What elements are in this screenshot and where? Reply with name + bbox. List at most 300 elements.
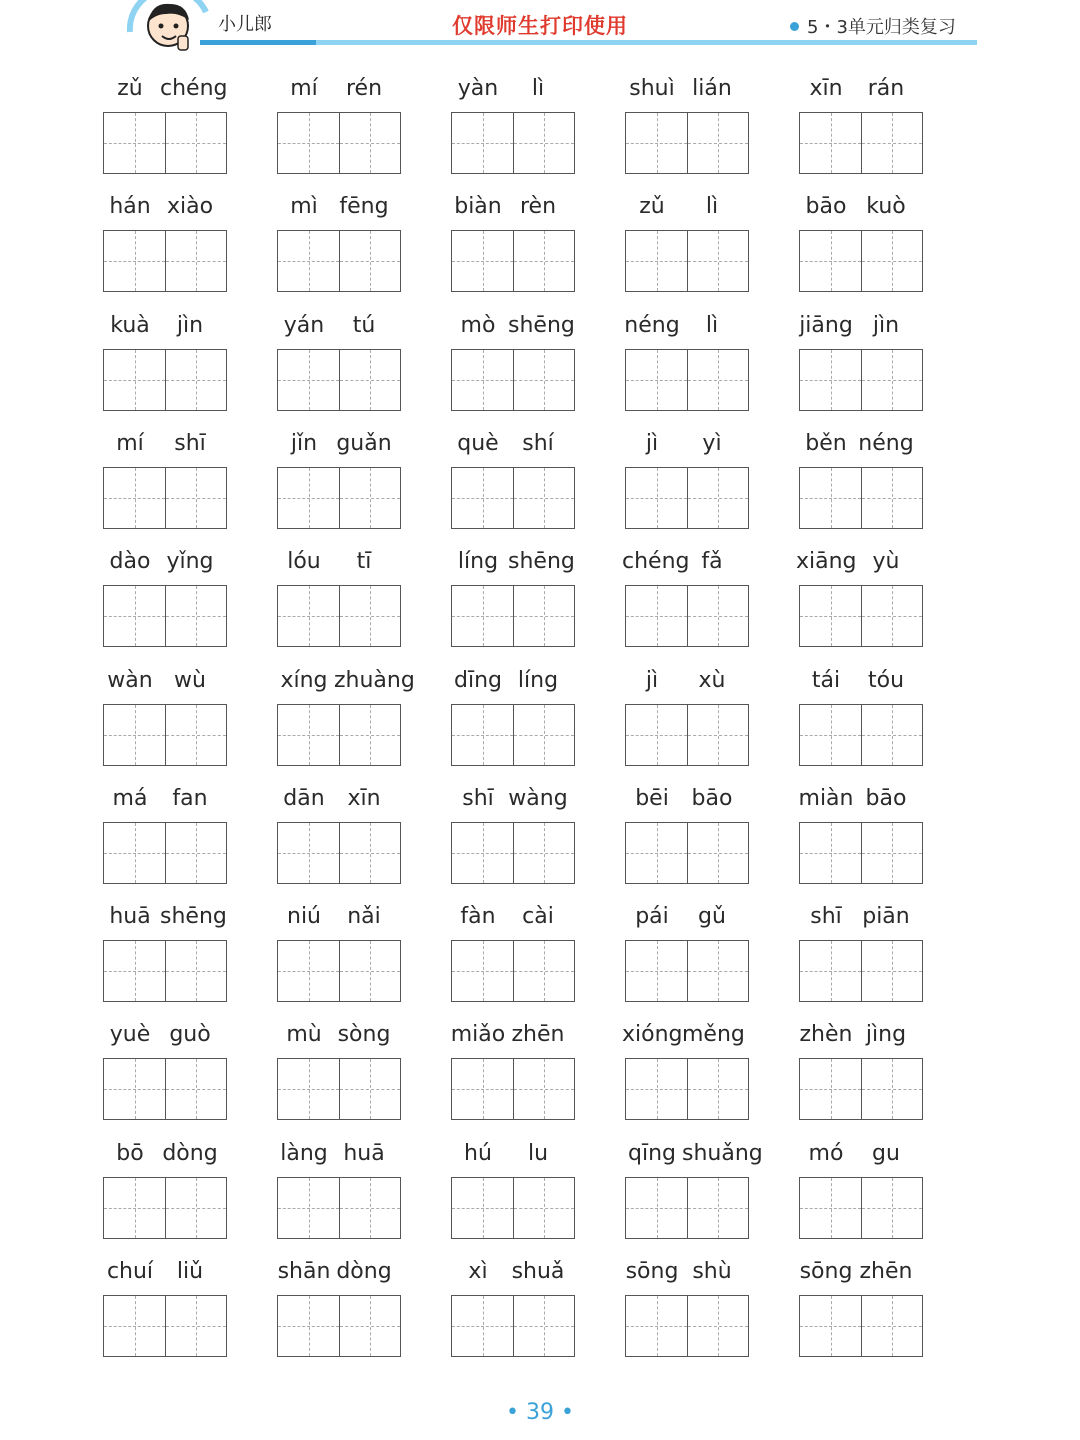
writing-box[interactable] — [861, 231, 922, 291]
tianzige-boxes — [277, 1295, 401, 1357]
pinyin-syllable: cài — [522, 904, 554, 930]
writing-box[interactable] — [687, 1296, 748, 1356]
tianzige-boxes — [625, 1177, 749, 1239]
tianzige-boxes — [103, 585, 227, 647]
exercise-item — [90, 786, 230, 886]
writing-box[interactable] — [800, 1059, 861, 1119]
writing-box[interactable] — [626, 468, 687, 528]
writing-box[interactable] — [339, 350, 400, 410]
guide-line-vertical — [309, 231, 310, 291]
exercise-item — [612, 1140, 763, 1241]
writing-box[interactable] — [513, 113, 574, 173]
pinyin-syllable: liǔ — [176, 1259, 204, 1284]
exercise-item — [786, 549, 926, 649]
pinyin-syllable: bāo — [691, 785, 733, 811]
writing-box[interactable] — [687, 823, 748, 883]
pinyin-syllable: jì — [645, 430, 659, 456]
tianzige-boxes — [625, 230, 749, 292]
guide-line-vertical — [657, 941, 658, 1001]
writing-box[interactable] — [165, 350, 226, 410]
guide-line-vertical — [718, 1178, 719, 1238]
guide-line-vertical — [544, 705, 545, 765]
writing-box[interactable] — [513, 350, 574, 410]
pinyin-syllable: làng — [280, 1140, 328, 1166]
guide-line-vertical — [196, 1178, 197, 1238]
writing-box[interactable] — [513, 1178, 574, 1238]
guide-line-vertical — [483, 586, 484, 646]
writing-box[interactable] — [861, 941, 922, 1001]
exercise-item — [612, 194, 752, 294]
guide-line-vertical — [831, 586, 832, 646]
writing-box[interactable] — [104, 823, 165, 883]
pinyin-prompt — [438, 431, 578, 461]
guide-line-vertical — [544, 941, 545, 1001]
writing-box[interactable] — [861, 350, 922, 410]
pinyin-syllable: miǎo — [450, 1022, 506, 1048]
guide-line-vertical — [309, 468, 310, 528]
pinyin-syllable: mí — [116, 430, 144, 456]
tianzige-boxes — [625, 704, 749, 766]
tianzige-boxes — [625, 585, 749, 647]
guide-line-vertical — [196, 468, 197, 528]
tianzige-boxes — [277, 349, 401, 411]
pinyin-syllable: jì — [645, 667, 659, 693]
tianzige-boxes — [625, 467, 749, 529]
writing-box[interactable] — [278, 1296, 339, 1356]
tianzige-boxes — [799, 349, 923, 411]
exercise-item — [438, 668, 578, 768]
writing-box[interactable] — [626, 350, 687, 410]
writing-box[interactable] — [278, 350, 339, 410]
tianzige-boxes — [103, 1058, 227, 1120]
guide-line-vertical — [196, 1059, 197, 1119]
writing-box[interactable] — [452, 350, 513, 410]
pinyin-syllable: shēng — [160, 904, 227, 930]
guide-line-vertical — [718, 468, 719, 528]
pinyin-syllable: hán — [109, 194, 151, 220]
guide-line-vertical — [370, 113, 371, 173]
writing-box[interactable] — [165, 1296, 226, 1356]
writing-box[interactable] — [800, 350, 861, 410]
writing-box[interactable] — [278, 941, 339, 1001]
pinyin-prompt — [90, 786, 230, 816]
guide-line-vertical — [544, 113, 545, 173]
guide-line-vertical — [892, 1178, 893, 1238]
pinyin-prompt — [612, 786, 752, 816]
writing-box[interactable] — [339, 941, 400, 1001]
guide-line-vertical — [544, 468, 545, 528]
guide-line-vertical — [483, 1059, 484, 1119]
pinyin-prompt — [438, 194, 578, 224]
pinyin-syllable: jìn — [176, 312, 204, 338]
guide-line-vertical — [370, 941, 371, 1001]
exercise-item — [786, 194, 926, 294]
writing-box[interactable] — [339, 705, 400, 765]
pinyin-syllable: néng — [624, 312, 680, 338]
guide-line-vertical — [544, 1178, 545, 1238]
writing-box[interactable] — [165, 231, 226, 291]
guide-line-vertical — [196, 823, 197, 883]
writing-box[interactable] — [687, 1178, 748, 1238]
writing-box[interactable] — [165, 113, 226, 173]
writing-box[interactable] — [165, 1059, 226, 1119]
guide-line-vertical — [892, 113, 893, 173]
tianzige-boxes — [103, 1295, 227, 1357]
writing-box[interactable] — [861, 1059, 922, 1119]
guide-line-vertical — [309, 941, 310, 1001]
pinyin-syllable: líng — [517, 667, 559, 693]
pinyin-syllable: wù — [174, 667, 206, 693]
writing-box[interactable] — [626, 1059, 687, 1119]
writing-box[interactable] — [800, 113, 861, 173]
pinyin-syllable: yù — [872, 549, 900, 575]
guide-line-vertical — [309, 1178, 310, 1238]
writing-box[interactable] — [278, 1059, 339, 1119]
pinyin-prompt — [786, 313, 926, 343]
pinyin-syllable: sōng — [799, 1259, 853, 1284]
tianzige-boxes — [799, 822, 923, 884]
writing-box[interactable] — [800, 1296, 861, 1356]
writing-box[interactable] — [104, 941, 165, 1001]
pinyin-syllable: xù — [698, 667, 726, 693]
pinyin-prompt — [90, 431, 230, 461]
guide-line-vertical — [892, 941, 893, 1001]
writing-box[interactable] — [165, 468, 226, 528]
exercise-item — [264, 904, 404, 1004]
writing-box[interactable] — [452, 468, 513, 528]
tianzige-boxes — [799, 1177, 923, 1239]
pinyin-prompt — [786, 1141, 926, 1171]
writing-box[interactable] — [278, 823, 339, 883]
pinyin-prompt — [264, 194, 404, 224]
writing-box[interactable] — [513, 1059, 574, 1119]
pinyin-syllable: xióng — [622, 1022, 683, 1048]
writing-box[interactable] — [452, 1059, 513, 1119]
guide-line-vertical — [370, 586, 371, 646]
pinyin-syllable: dīng — [454, 667, 502, 693]
pinyin-prompt — [786, 786, 926, 816]
pinyin-prompt — [264, 904, 404, 934]
pinyin-syllable: shī — [174, 430, 206, 456]
writing-box[interactable] — [452, 705, 513, 765]
pinyin-syllable: shēng — [508, 549, 575, 575]
pinyin-syllable: mí — [290, 76, 318, 101]
pinyin-syllable: xiāng — [796, 549, 857, 575]
writing-box[interactable] — [861, 705, 922, 765]
pinyin-syllable: fàn — [460, 904, 496, 930]
pinyin-syllable: yì — [702, 430, 722, 456]
pinyin-prompt — [264, 1022, 404, 1052]
tianzige-boxes — [799, 112, 923, 174]
writing-box[interactable] — [104, 231, 165, 291]
writing-box[interactable] — [104, 705, 165, 765]
writing-box[interactable] — [278, 468, 339, 528]
guide-line-vertical — [135, 1296, 136, 1356]
writing-box[interactable] — [626, 586, 687, 646]
guide-line-vertical — [309, 823, 310, 883]
writing-box[interactable] — [165, 1178, 226, 1238]
writing-box[interactable] — [513, 1296, 574, 1356]
guide-line-vertical — [309, 705, 310, 765]
writing-box[interactable] — [687, 941, 748, 1001]
pinyin-syllable: lu — [527, 1140, 549, 1166]
guide-line-vertical — [309, 1296, 310, 1356]
tianzige-boxes — [451, 1177, 575, 1239]
pinyin-syllable: néng — [858, 430, 914, 456]
writing-box[interactable] — [452, 586, 513, 646]
pinyin-syllable: kuà — [110, 312, 150, 338]
pinyin-syllable: miàn — [798, 785, 854, 811]
exercise-item — [264, 667, 415, 768]
writing-box[interactable] — [687, 113, 748, 173]
guide-line-vertical — [309, 1059, 310, 1119]
exercise-item — [438, 549, 578, 649]
writing-box[interactable] — [278, 231, 339, 291]
pinyin-syllable: chuí — [106, 1259, 154, 1284]
pinyin-prompt — [612, 904, 752, 934]
writing-box[interactable] — [800, 468, 861, 528]
writing-box[interactable] — [452, 823, 513, 883]
pinyin-prompt — [264, 313, 404, 343]
writing-box[interactable] — [278, 113, 339, 173]
pinyin-prompt — [264, 1141, 404, 1171]
pinyin-syllable: lián — [692, 76, 732, 101]
tianzige-boxes — [451, 822, 575, 884]
guide-line-vertical — [135, 350, 136, 410]
guide-line-vertical — [892, 705, 893, 765]
writing-box[interactable] — [278, 705, 339, 765]
header-rule — [200, 40, 977, 45]
guide-line-vertical — [657, 231, 658, 291]
pinyin-prompt — [786, 904, 926, 934]
pinyin-prompt — [786, 549, 926, 579]
writing-box[interactable] — [104, 586, 165, 646]
writing-box[interactable] — [800, 823, 861, 883]
pinyin-syllable: zhēn — [511, 1022, 565, 1048]
writing-box[interactable] — [861, 113, 922, 173]
tianzige-boxes — [799, 1295, 923, 1357]
guide-line-vertical — [483, 823, 484, 883]
pinyin-syllable: qīng — [628, 1140, 676, 1166]
writing-box[interactable] — [687, 1059, 748, 1119]
writing-box[interactable] — [104, 468, 165, 528]
writing-box[interactable] — [687, 350, 748, 410]
exercise-item — [264, 431, 404, 531]
pinyin-syllable: sòng — [337, 1022, 391, 1048]
writing-box[interactable] — [861, 1296, 922, 1356]
writing-box[interactable] — [104, 350, 165, 410]
guide-line-vertical — [657, 350, 658, 410]
writing-box[interactable] — [339, 1296, 400, 1356]
guide-line-vertical — [657, 586, 658, 646]
guide-line-vertical — [483, 1296, 484, 1356]
pinyin-syllable: lì — [531, 76, 545, 101]
writing-box[interactable] — [339, 823, 400, 883]
writing-box[interactable] — [165, 941, 226, 1001]
writing-box[interactable] — [513, 823, 574, 883]
writing-box[interactable] — [513, 941, 574, 1001]
guide-line-vertical — [196, 113, 197, 173]
tianzige-boxes — [451, 704, 575, 766]
guide-line-vertical — [544, 586, 545, 646]
pinyin-syllable: mù — [286, 1022, 322, 1048]
pinyin-syllable: xiào — [166, 194, 214, 220]
writing-box[interactable] — [800, 941, 861, 1001]
guide-line-vertical — [309, 586, 310, 646]
guide-line-vertical — [657, 1178, 658, 1238]
writing-box[interactable] — [452, 941, 513, 1001]
guide-line-vertical — [892, 350, 893, 410]
guide-line-vertical — [135, 113, 136, 173]
writing-box[interactable] — [452, 113, 513, 173]
writing-box[interactable] — [339, 231, 400, 291]
tianzige-boxes — [277, 585, 401, 647]
writing-box[interactable] — [339, 1059, 400, 1119]
exercise-item — [90, 1259, 230, 1359]
writing-box[interactable] — [513, 231, 574, 291]
writing-box[interactable] — [104, 113, 165, 173]
pinyin-prompt — [264, 786, 404, 816]
writing-box[interactable] — [452, 1178, 513, 1238]
guide-line-vertical — [135, 468, 136, 528]
writing-box[interactable] — [452, 231, 513, 291]
pinyin-syllable: shí — [522, 430, 554, 456]
pinyin-prompt — [612, 431, 752, 461]
writing-box[interactable] — [278, 1178, 339, 1238]
writing-box[interactable] — [800, 586, 861, 646]
tianzige-boxes — [103, 1177, 227, 1239]
pinyin-syllable: běn — [805, 430, 847, 456]
pinyin-prompt — [438, 313, 578, 343]
exercise-item — [90, 904, 230, 1004]
writing-box[interactable] — [513, 468, 574, 528]
writing-box[interactable] — [165, 823, 226, 883]
page-header — [0, 0, 1080, 60]
writing-box[interactable] — [861, 586, 922, 646]
guide-line-vertical — [483, 468, 484, 528]
tianzige-boxes — [103, 822, 227, 884]
pinyin-prompt — [264, 1259, 404, 1289]
exercise-item — [90, 1141, 230, 1241]
writing-box[interactable] — [104, 1178, 165, 1238]
writing-box[interactable] — [339, 1178, 400, 1238]
writing-box[interactable] — [165, 705, 226, 765]
pinyin-syllable: shān — [277, 1259, 331, 1284]
guide-line-vertical — [483, 705, 484, 765]
writing-box[interactable] — [626, 231, 687, 291]
pinyin-syllable: lì — [705, 194, 719, 220]
pinyin-syllable: biàn — [454, 194, 502, 220]
pinyin-syllable: mó — [808, 1140, 844, 1166]
tianzige-boxes — [103, 940, 227, 1002]
writing-box[interactable] — [165, 586, 226, 646]
guide-line-vertical — [831, 705, 832, 765]
pinyin-prompt — [786, 1259, 926, 1289]
tianzige-boxes — [625, 112, 749, 174]
writing-box[interactable] — [687, 468, 748, 528]
writing-box[interactable] — [513, 705, 574, 765]
guide-line-vertical — [718, 705, 719, 765]
pinyin-syllable: sōng — [625, 1259, 679, 1284]
pinyin-syllable: shī — [462, 785, 494, 811]
writing-box[interactable] — [626, 705, 687, 765]
exercise-item — [612, 1259, 752, 1359]
pinyin-syllable: jìn — [872, 312, 900, 338]
tianzige-boxes — [625, 1295, 749, 1357]
unit-title — [790, 13, 956, 39]
exercise-item — [786, 431, 926, 531]
pinyin-syllable: mò — [460, 312, 496, 338]
exercise-item — [264, 786, 404, 886]
pinyin-syllable: fan — [172, 785, 208, 811]
writing-box[interactable] — [626, 823, 687, 883]
writing-box[interactable] — [861, 468, 922, 528]
writing-box[interactable] — [626, 1296, 687, 1356]
pinyin-prompt — [90, 194, 230, 224]
pinyin-prompt — [438, 786, 578, 816]
pinyin-syllable: yuè — [109, 1022, 151, 1048]
writing-box[interactable] — [339, 586, 400, 646]
writing-box[interactable] — [104, 1296, 165, 1356]
exercise-item — [438, 786, 578, 886]
pinyin-syllable: jǐn — [290, 430, 318, 456]
writing-box[interactable] — [861, 823, 922, 883]
pinyin-prompt — [90, 1022, 230, 1052]
guide-line-vertical — [718, 350, 719, 410]
guide-line-vertical — [196, 1296, 197, 1356]
print-notice: 仅限师生打印使用 — [452, 14, 628, 38]
pinyin-syllable: shēng — [508, 312, 575, 338]
pinyin-syllable: líng — [457, 549, 499, 575]
writing-box[interactable] — [800, 231, 861, 291]
writing-box[interactable] — [104, 1059, 165, 1119]
guide-line-vertical — [718, 586, 719, 646]
pinyin-prompt — [90, 76, 230, 106]
pinyin-syllable: lóu — [287, 549, 321, 575]
guide-line-vertical — [544, 350, 545, 410]
guide-line-vertical — [483, 941, 484, 1001]
tianzige-boxes — [277, 467, 401, 529]
pinyin-syllable: dān — [283, 785, 325, 811]
pinyin-prompt — [90, 549, 230, 579]
pinyin-syllable: bāo — [865, 785, 907, 811]
exercise-item — [612, 313, 752, 413]
writing-box[interactable] — [687, 231, 748, 291]
writing-box[interactable] — [278, 586, 339, 646]
writing-box[interactable] — [513, 586, 574, 646]
writing-box[interactable] — [800, 705, 861, 765]
writing-box[interactable] — [687, 586, 748, 646]
guide-line-vertical — [718, 823, 719, 883]
writing-box[interactable] — [339, 468, 400, 528]
pinyin-prompt — [612, 1140, 763, 1171]
exercise-item — [612, 549, 752, 649]
writing-box[interactable] — [626, 1178, 687, 1238]
writing-box[interactable] — [452, 1296, 513, 1356]
guide-line-vertical — [135, 1059, 136, 1119]
writing-box[interactable] — [861, 1178, 922, 1238]
writing-box[interactable] — [800, 1178, 861, 1238]
writing-box[interactable] — [626, 941, 687, 1001]
writing-box[interactable] — [339, 113, 400, 173]
pinyin-syllable: jiāng — [799, 312, 853, 338]
guide-line-vertical — [370, 823, 371, 883]
writing-box[interactable] — [626, 113, 687, 173]
guide-line-vertical — [483, 350, 484, 410]
guide-line-vertical — [657, 1296, 658, 1356]
exercise-item — [612, 904, 752, 1004]
writing-box[interactable] — [687, 705, 748, 765]
